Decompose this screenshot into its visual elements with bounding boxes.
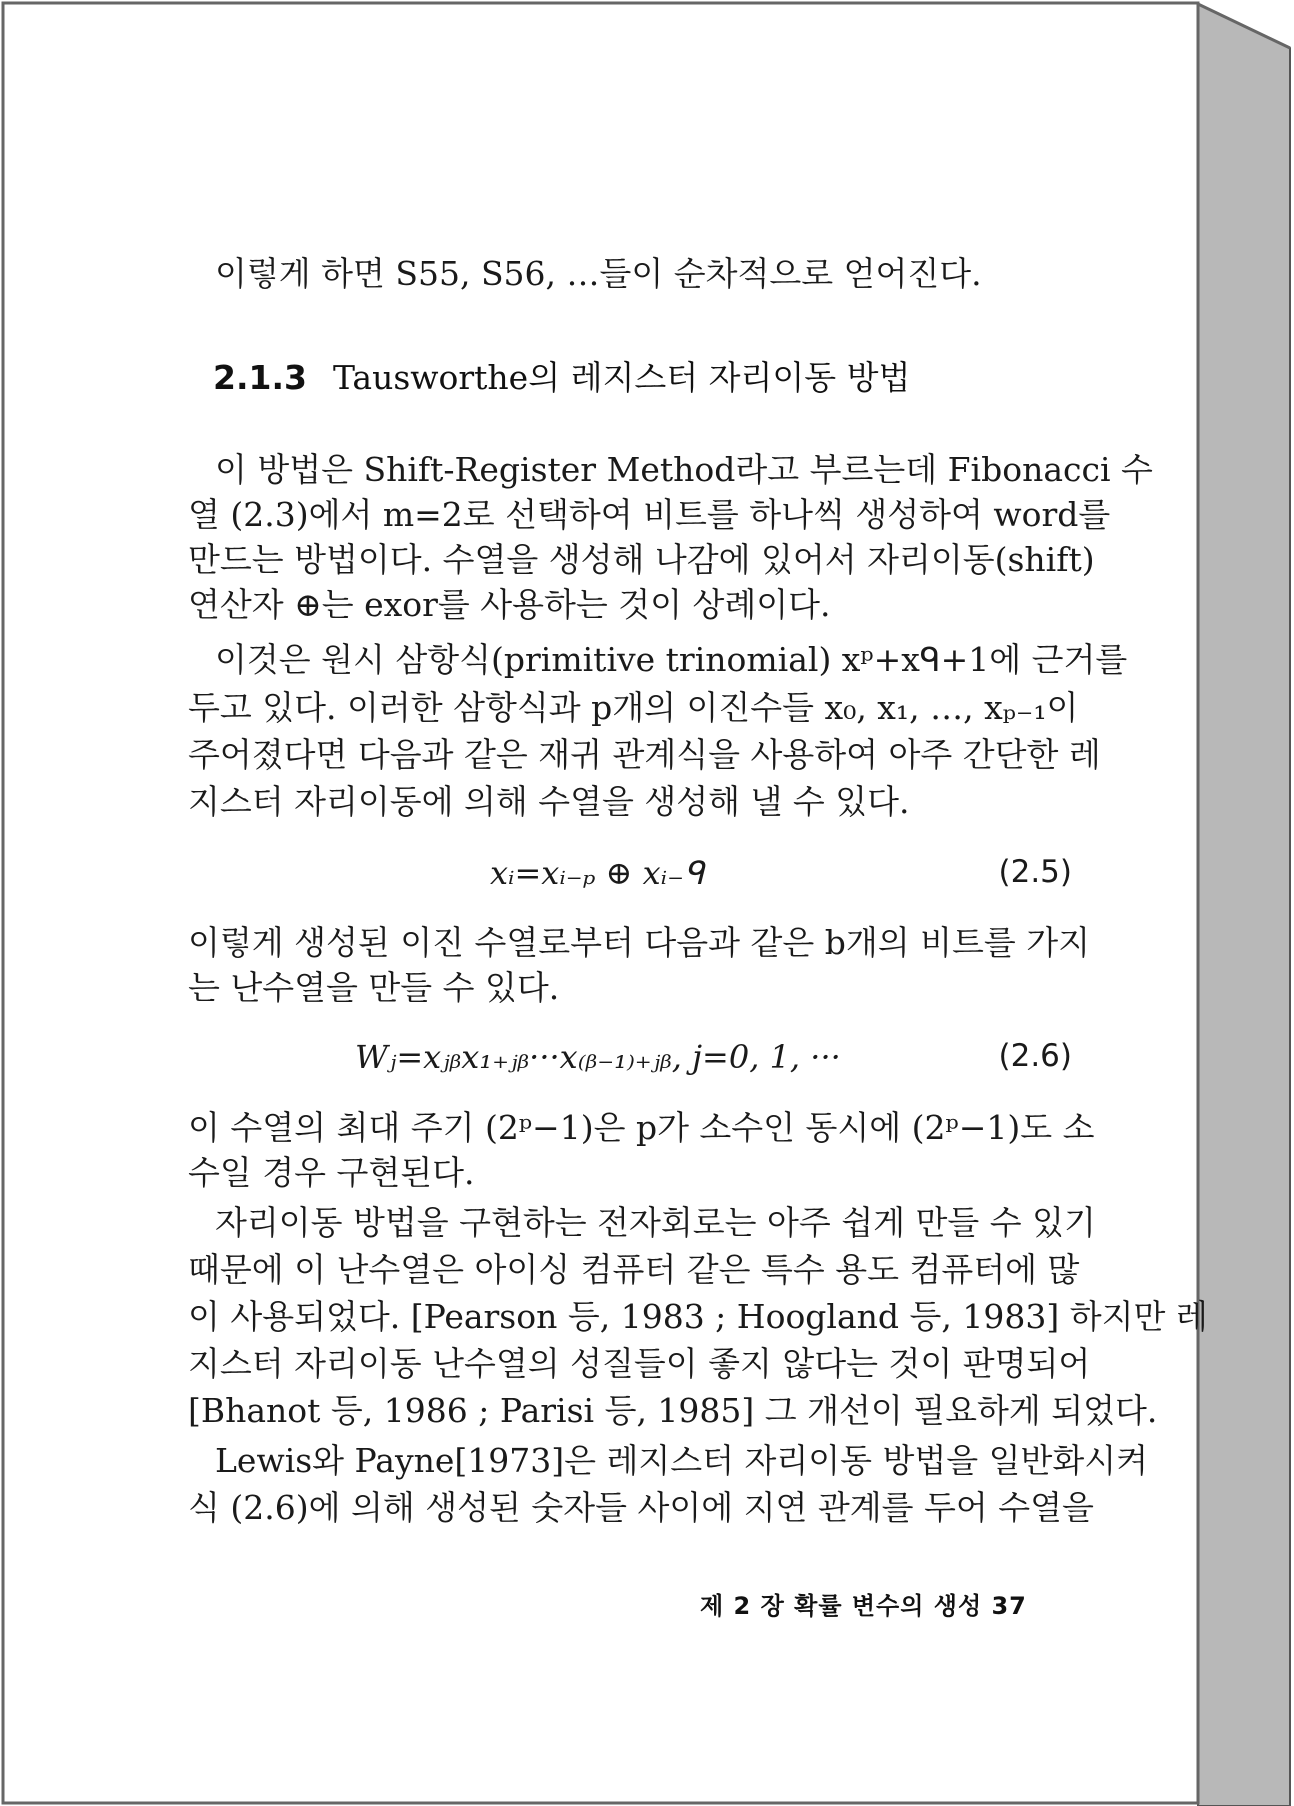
text-line: 이 사용되었다. [Pearson 등, 1983 ; Hoogland 등, 1983] 하지만 레 xyxy=(188,1297,1208,1336)
text-line: 만드는 방법이다. 수열을 생성해 나감에 있어서 자리이동(shift) xyxy=(188,540,1095,579)
section-heading xyxy=(213,352,910,399)
section-title: Tausworthe의 레지스터 자리이동 방법 xyxy=(332,358,911,397)
page-footer: 제 2 장 확률 변수의 생성 37 xyxy=(700,1592,1027,1620)
text-line: 이것은 원시 삼항식(primitive trinomial) xᵖ+xᑫ+1에 근거를 xyxy=(215,640,1128,679)
equation-number: (2.5) xyxy=(998,854,1072,890)
text-line: 이렇게 하면 S55, S56, …들이 순차적으로 얻어진다. xyxy=(215,254,982,293)
equation-2-6: Wⱼ=xⱼᵦx₁₊ⱼᵦ···x₍ᵦ₋₁₎₊ⱼᵦ, j=0, 1, ··· xyxy=(355,1038,841,1076)
equation-number: (2.6) xyxy=(998,1038,1072,1074)
text-line: 때문에 이 난수열은 아이싱 컴퓨터 같은 특수 용도 컴퓨터에 많 xyxy=(188,1250,1080,1289)
text-line: 는 난수열을 만들 수 있다. xyxy=(188,968,560,1007)
text-line: 지스터 자리이동에 의해 수열을 생성해 낼 수 있다. xyxy=(188,782,910,821)
text-line: 이 방법은 Shift-Register Method라고 부르는데 Fibonacci 수 xyxy=(215,450,1153,489)
equation-2-5: xᵢ=xᵢ₋ₚ ⊕ xᵢ₋ᑫ xyxy=(490,854,705,892)
text-line: 연산자 ⊕는 exor를 사용하는 것이 상례이다. xyxy=(188,585,831,624)
section-number: 2.1.3 xyxy=(213,358,307,397)
text-line: 두고 있다. 이러한 삼항식과 p개의 이진수들 x₀, x₁, …, xₚ₋₁이 xyxy=(188,688,1079,727)
text-line: 자리이동 방법을 구현하는 전자회로는 아주 쉽게 만들 수 있기 xyxy=(215,1203,1096,1242)
text-line: 주어졌다면 다음과 같은 재귀 관계식을 사용하여 아주 간단한 레 xyxy=(188,735,1101,774)
text-line: 이 수열의 최대 주기 (2ᵖ−1)은 p가 소수인 동시에 (2ᵖ−1)도 소 xyxy=(188,1108,1095,1147)
text-line: [Bhanot 등, 1986 ; Parisi 등, 1985] 그 개선이 필요하게 되었다. xyxy=(188,1391,1158,1430)
text-line: 지스터 자리이동 난수열의 성질들이 좋지 않다는 것이 판명되어 xyxy=(188,1344,1091,1383)
text-line: 식 (2.6)에 의해 생성된 숫자들 사이에 지연 관계를 두어 수열을 xyxy=(188,1488,1094,1527)
text-line: 열 (2.3)에서 m=2로 선택하여 비트를 하나씩 생성하여 word를 xyxy=(188,495,1111,534)
text-line: 수일 경우 구현된다. xyxy=(188,1153,475,1192)
text-line: Lewis와 Payne[1973]은 레지스터 자리이동 방법을 일반화시켜 xyxy=(215,1441,1148,1480)
text-line: 이렇게 생성된 이진 수열로부터 다음과 같은 b개의 비트를 가지 xyxy=(188,923,1090,962)
